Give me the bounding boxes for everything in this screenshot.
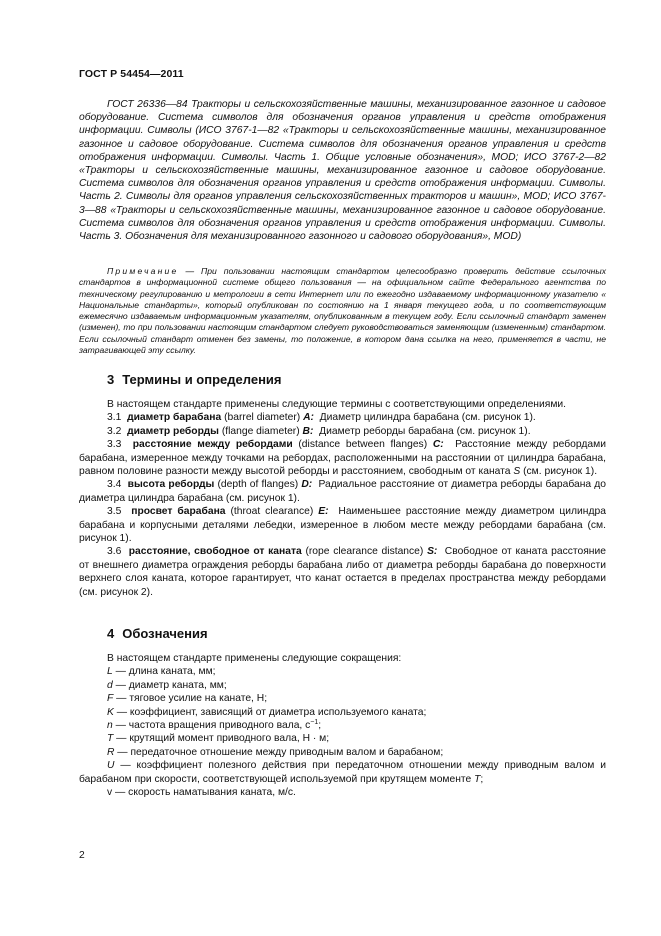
term-definition: Радиальное расстояние от диаметра реборды барабана до диаметра цилиндра барабана (см. рисунок 1). — [79, 479, 606, 504]
term-name: высота реборды — [127, 479, 215, 491]
section-number: 4 — [107, 626, 115, 641]
symbol-reference: T — [474, 773, 481, 785]
section-3-body — [79, 398, 606, 599]
symbol-description: — коэффициент, зависящий от диаметра используемого каната; — [113, 706, 427, 718]
term-symbol: B: — [302, 425, 314, 437]
symbol: R — [107, 746, 115, 758]
symbol-item — [79, 692, 606, 705]
term-number: 3.1 — [107, 412, 122, 424]
section-title: Обозначения — [122, 626, 208, 641]
document-header: ГОСТ Р 54454—2011 — [79, 68, 184, 80]
note-paragraph — [79, 266, 606, 356]
symbol-description: — частота вращения приводного вала, с — [112, 720, 311, 732]
term-number: 3.4 — [107, 479, 122, 491]
section-intro: В настоящем стандарте применены следующие сокращения: — [107, 653, 402, 664]
term-name: диаметр барабана — [127, 412, 222, 424]
term-english: (distance between flanges) — [298, 439, 428, 451]
definition-symbol: S — [513, 466, 521, 478]
symbol-tail: ; — [480, 773, 484, 785]
term-name-continued: , свободное от каната — [187, 546, 302, 558]
symbol: L — [107, 666, 113, 678]
term-number: 3.6 — [107, 546, 122, 558]
term-number: 3.3 — [107, 439, 122, 451]
superscript: −1 — [310, 719, 319, 727]
symbol: T — [107, 733, 114, 745]
term-name: просвет барабана — [131, 506, 226, 518]
symbol-description: — передаточное отношение между приводным валом и барабаном; — [114, 746, 444, 758]
symbol-item — [79, 706, 606, 719]
term-3-5 — [79, 505, 606, 545]
symbol: U — [107, 760, 115, 772]
page-number: 2 — [79, 850, 85, 861]
symbol: d — [107, 679, 113, 691]
section-4-heading — [107, 626, 208, 641]
term-english: (throat clearance) — [230, 506, 314, 518]
term-3-3 — [79, 438, 606, 478]
note-text: — При пользовании настоящим стандартом целесообразно проверить действие ссылочных стандартов в информационной системе общего пользования — на официальном сайте Федерального агентства по техническому регулированию и метрологии в сети Интернет или по ежегодно издаваемому информационному указателю « Национальные стандарты», который опубликован по состоянию на 1 января текущего года, и по соответствующим ежемесячно издаваемым информационным указателям, опубликованным в текущем году. Если ссылочный стандарт заменен (изменен), то при пользовании настоящим стандартом следует руководствоваться заменяющим (измененным) стандартом. Если ссылочный стандарт отменен без замены, то положение, в котором дана ссылка на него, применяется в части, не затрагивающей эту ссылку. — [79, 266, 606, 356]
term-symbol: S: — [427, 546, 438, 558]
symbol-item — [79, 719, 606, 732]
term-definition: Расстояние между ребордами барабана, измеренное между точками на ребордах, расположенными на расстоянии от цилиндра барабана, равном половине разности между высотой реборды и расстоянием, свободным от каната — [79, 439, 606, 478]
section-4-body — [79, 652, 606, 799]
term-number: 3.2 — [107, 425, 122, 437]
term-english: (rope clearance distance) — [305, 546, 424, 558]
term-3-1 — [79, 411, 606, 424]
normative-reference-entry: ГОСТ 26336—84 Тракторы и сельскохозяйственные машины, механизированное газонное и садовое оборудование. Система символов для обозначения органов управления и средств отображения информации. Символы (ИСО 3767-1—82 «Тракторы и сельскохозяйственные машины, механизированное газонное и садовое оборудование. Система символов для обозначения органов управления и средств отображения информации. Символы. Часть 1. Общие условные обозначения», MOD; ИСО 3767-2—82 «Тракторы и сельскохозяйственные машины, механизированное газонное и садовое оборудование. Система символов для обозначения органов управления и средств отображения информации. Символы. Часть 2. Символы для органов управления сельскохозяйственных тракторов и машин», MOD; ИСО 3767-3—88 «Тракторы и сельскохозяйственные машины, механизированное газонное и садовое оборудование. Система символов для обозначения органов управления и средств отображения информации. Символы. Часть 3. Обозначения для механизированного газонного и садового оборудования», MOD) — [79, 99, 606, 243]
section-title: Термины и определения — [122, 372, 282, 387]
term-3-6 — [79, 545, 606, 599]
symbol-item — [79, 665, 606, 678]
section-number: 3 — [107, 372, 115, 387]
term-definition: Диаметр реборды барабана (см. рисунок 1). — [319, 425, 531, 437]
symbol: v — [107, 787, 113, 799]
symbol-item — [79, 759, 606, 786]
symbol-item — [79, 679, 606, 692]
symbol: K — [107, 706, 114, 718]
symbol-description: — скорость наматывания каната, м/с. — [112, 787, 296, 799]
term-english: (depth of flanges) — [217, 479, 299, 491]
symbol-item — [79, 746, 606, 759]
symbol: n — [107, 720, 113, 732]
term-name: расстояние — [128, 546, 188, 558]
symbol-description: — тяговое усилие на канате, Н; — [113, 693, 268, 705]
symbol-description: — крутящий момент приводного вала, Н · м; — [113, 733, 330, 745]
term-name: расстояние между ребордами — [132, 439, 293, 451]
symbol-description: — диаметр каната, мм; — [112, 679, 227, 691]
symbol-description: — длина каната, мм; — [112, 666, 216, 678]
term-english: (flange diameter) — [221, 425, 300, 437]
symbol-description: — коэффициент полезного действия при передаточном отношении между приводным валом и барабаном при скорости, соответствующей используемой при крутящем моменте — [79, 760, 606, 785]
term-english: (barrel diameter) — [224, 412, 301, 424]
term-definition: Наименьшее расстояние между диаметром цилиндра барабана и корпусными деталями лебедки, измеренное в любом месте между ребордами барабана (см. рисунок 1). — [79, 506, 606, 545]
section-intro: В настоящем стандарте применены следующие термины с соответствующими определениями. — [107, 399, 567, 410]
term-number: 3.5 — [107, 506, 122, 518]
section-3-heading — [107, 372, 282, 387]
term-definition: Диаметр цилиндра барабана (см. рисунок 1). — [319, 412, 536, 424]
symbol-tail: ; — [318, 720, 322, 732]
term-definition: Свободное от каната расстояние от внешнего диаметра ограждения реборды барабана либо от диаметра реборды барабана до поверхности верхнего слоя каната, которое гарантирует, что канат остается в пределах пространства между ребордами (см. рисунок 2). — [79, 546, 606, 598]
term-symbol: C: — [432, 439, 444, 451]
term-3-4 — [79, 478, 606, 505]
definition-tail: (см. рисунок 1). — [523, 466, 598, 478]
symbol-item — [79, 732, 606, 745]
symbol: F — [107, 693, 114, 705]
term-symbol: A: — [303, 412, 314, 424]
note-label: Примечание — [107, 266, 179, 276]
term-symbol: D: — [301, 479, 313, 491]
term-3-2 — [79, 425, 606, 438]
symbol-item — [79, 786, 606, 799]
term-symbol: E: — [318, 506, 329, 518]
term-name: диаметр реборды — [127, 425, 219, 437]
